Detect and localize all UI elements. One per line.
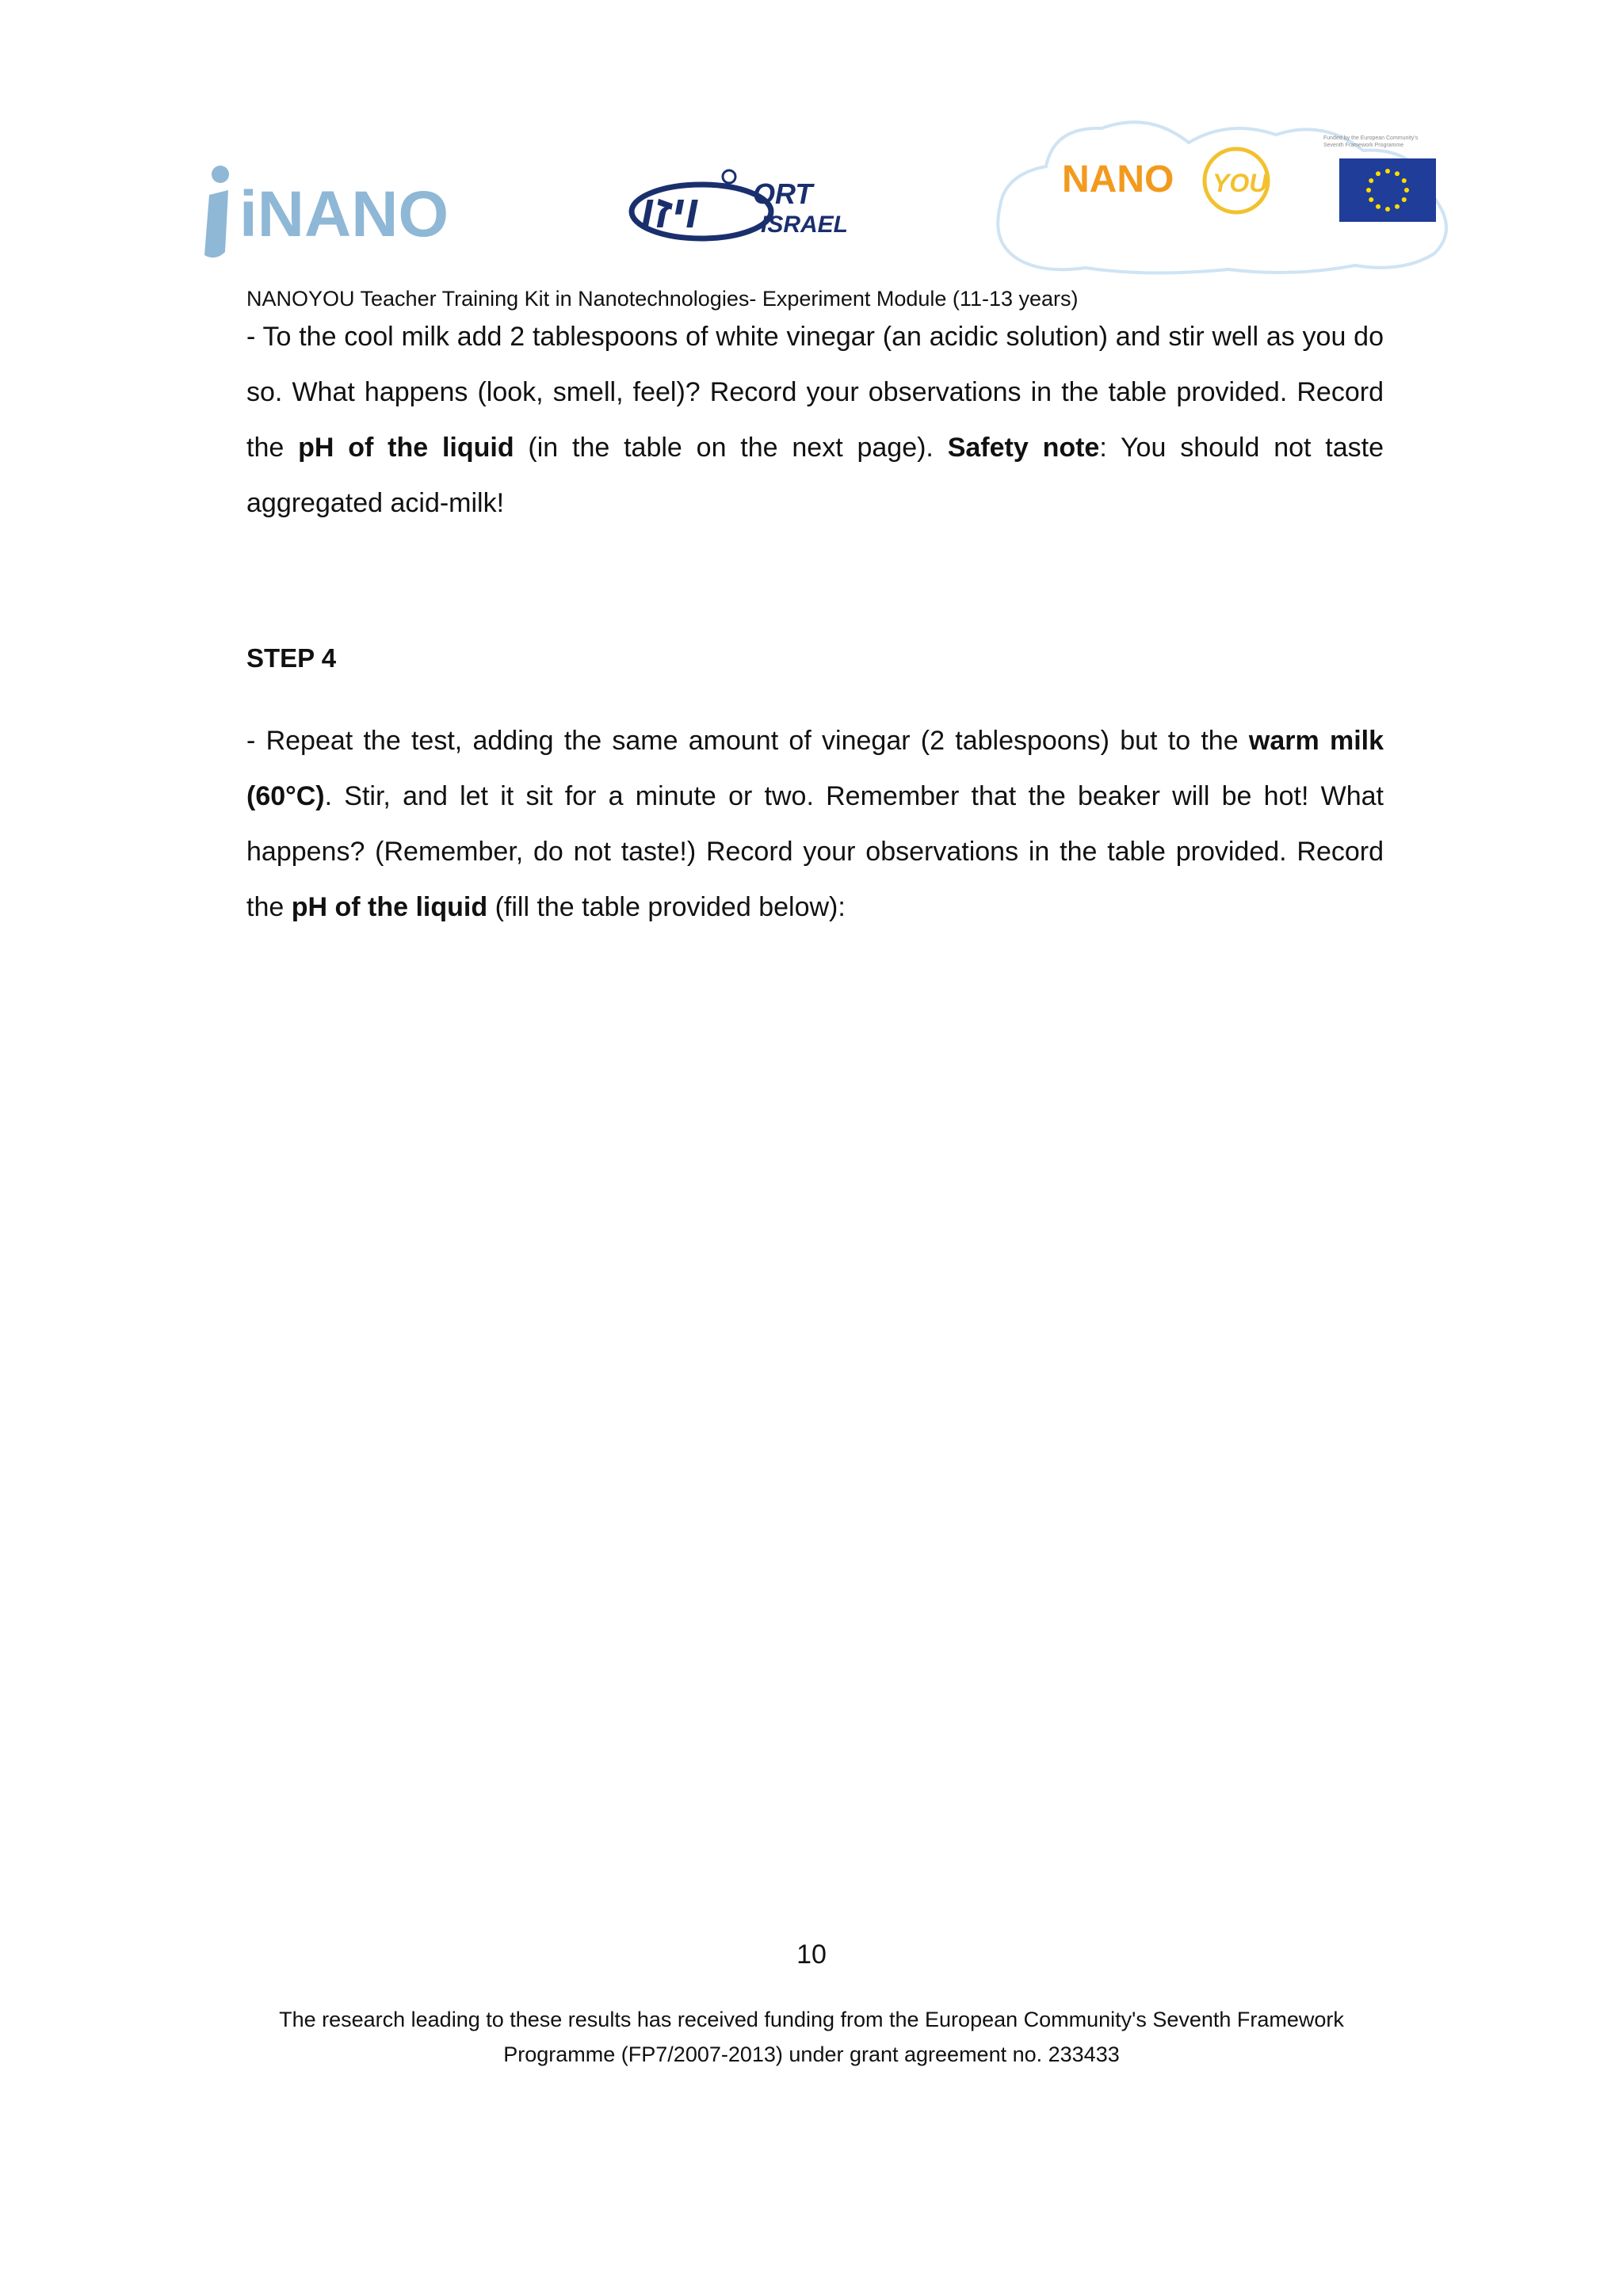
eu-star-icon	[1395, 171, 1400, 176]
eu-star-icon	[1369, 197, 1373, 202]
inano-logo-text: iNANO	[239, 178, 449, 250]
p2-bold-ph: pH of the liquid	[291, 892, 488, 922]
paragraph-step3-acid-cool-milk	[246, 309, 1384, 531]
p1-text-e: : You should not taste aggregated acid-milk!	[246, 433, 1384, 518]
ort-israel-logo	[626, 162, 864, 250]
ort-hebrew-text: ויזו	[640, 186, 699, 238]
nanoyou-text: NANO	[1062, 158, 1174, 200]
eu-star-icon	[1404, 188, 1409, 193]
eu-star-icon	[1402, 197, 1407, 202]
p1-text-a: - To the cool milk add 2 tablespoons of white vinegar (an acidic solution) and stir well as you do so. What happens (look, smell, feel)? Record your observations in the table provided. Record the	[246, 322, 1384, 463]
eu-funding-caption	[1323, 135, 1450, 149]
eu-star-icon	[1369, 178, 1373, 183]
paragraph-step4-warm-milk	[246, 713, 1384, 935]
eu-star-icon	[1385, 169, 1390, 174]
p2-text-e: (fill the table provided below):	[487, 892, 846, 922]
eu-flag-icon	[1339, 158, 1436, 222]
p2-bold-warm-milk: warm milk (60°C)	[246, 726, 1384, 811]
eu-star-icon	[1366, 188, 1371, 193]
eu-caption-line2: Seventh Framework Programme	[1323, 143, 1404, 148]
ort-israel-text: ISRAEL	[761, 212, 849, 238]
p1-bold-safety-note: Safety note	[947, 433, 1100, 463]
p2-text-a: - Repeat the test, adding the same amount of vinegar (2 tablespoons) but to the	[246, 726, 1249, 756]
step-4-heading: STEP 4	[246, 643, 337, 673]
nanoyou-you-text: YOU	[1212, 169, 1268, 197]
eu-star-icon	[1376, 171, 1381, 176]
inano-logo	[198, 157, 460, 268]
p1-text-c: (in the table on the next page).	[514, 433, 948, 463]
footer-funding-note	[198, 2002, 1425, 2072]
footer-line2: Programme (FP7/2007-2013) under grant agreement no. 233433	[503, 2042, 1120, 2066]
page-number: 10	[796, 1939, 827, 1970]
p2-text-c: . Stir, and let it sit for a minute or two. Remember that the beaker will be hot! What happens? (Remember, do not taste!) Record your observations in the table provided. Record the	[246, 781, 1384, 922]
eu-star-icon	[1402, 178, 1407, 183]
eu-star-icon	[1395, 204, 1400, 209]
eu-caption-line1: Funded by the European Community's	[1323, 135, 1419, 141]
running-header: NANOYOU Teacher Training Kit in Nanotechnologies- Experiment Module (11-13 years)	[246, 287, 1079, 311]
ort-text: ORT	[753, 177, 813, 210]
p1-bold-ph: pH of the liquid	[298, 433, 514, 463]
eu-star-icon	[1385, 207, 1390, 212]
footer-line1: The research leading to these results has received funding from the European Community's Seventh Framework	[279, 2008, 1344, 2031]
eu-star-icon	[1376, 204, 1381, 209]
